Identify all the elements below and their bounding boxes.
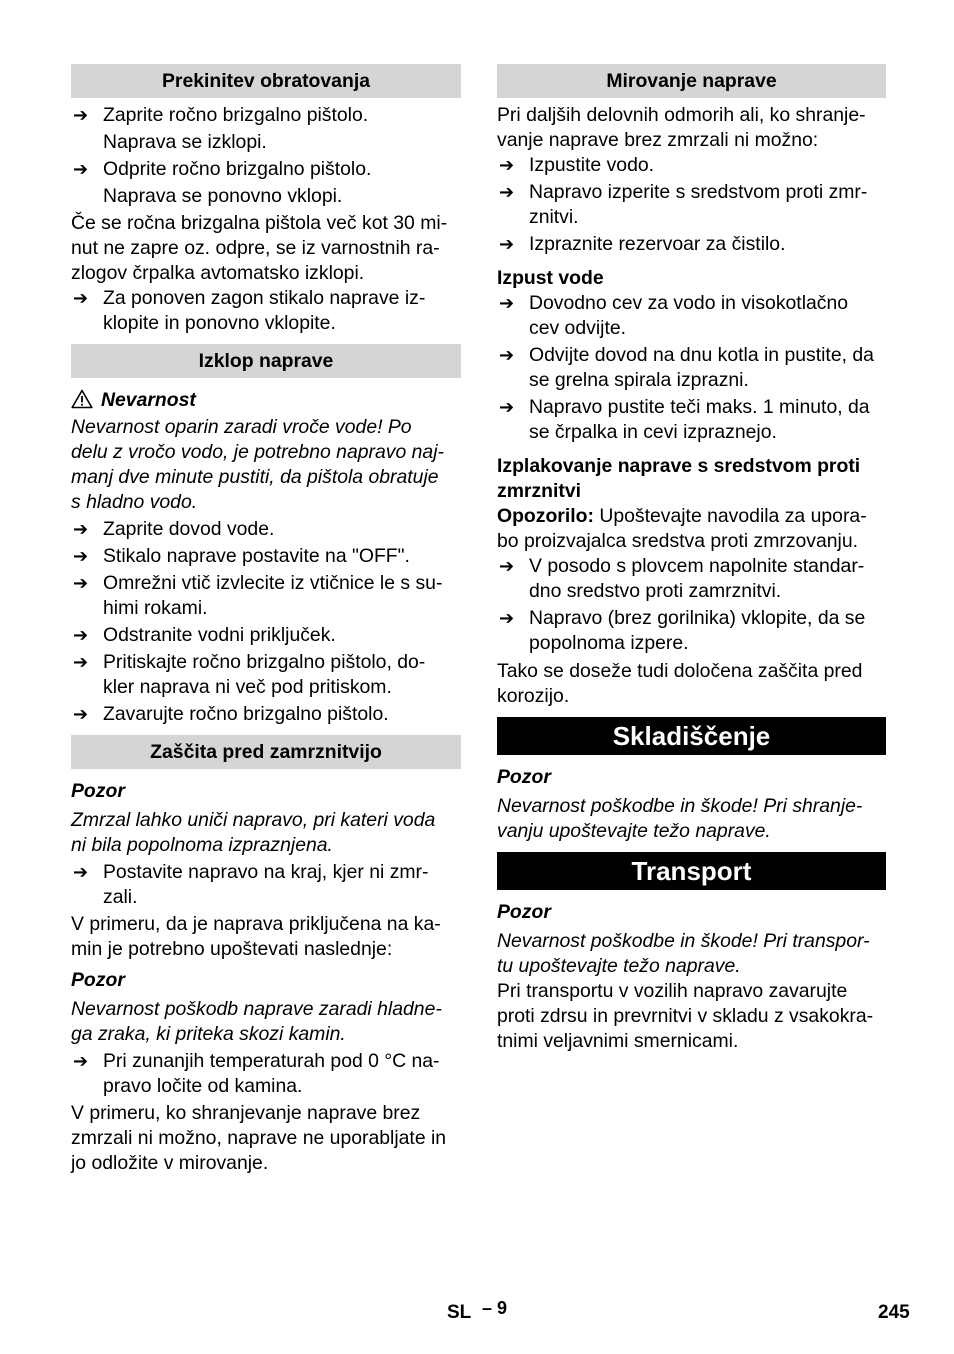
caution-text: Zmrzal lahko uniči napravo, pri kateri voda ni bila popolnoma izpraznjena.: [71, 809, 436, 856]
caution-label: Pozor: [497, 766, 551, 788]
caution-text: Nevarnost poškodbe in škode! Pri transpor- tu upoštevajte težo naprave.: [497, 930, 870, 977]
section-heading-mirovanje: Mirovanje naprave: [497, 64, 886, 98]
arrow-right-icon: ➔: [73, 573, 89, 593]
instruction-step: ➔ Za ponoven zagon stikalo naprave iz- klopite in ponovno vklopite.: [73, 287, 426, 334]
paragraph: Tako se doseže tudi določena zaščita pred korozijo.: [497, 660, 863, 707]
instruction-step: ➔ Napravo (brez gorilnika) vklopite, da se popolnoma izpere.: [499, 607, 866, 654]
paragraph: Pri transportu v vozilih napravo zavarujte proti zdrsu in prevrnitvi v skladu z vsakokra- tnimi veljavnimi smernicami.: [497, 980, 874, 1052]
subheading-izpust: Izpust vode: [497, 267, 604, 289]
section-heading-zascita: Zaščita pred zamrznitvijo: [71, 735, 461, 769]
subheading-izplakovanje: Izplakovanje naprave s sredstvom proti zmrznitvi: [497, 455, 861, 502]
instruction-step: ➔ Izpustite vodo.: [499, 154, 655, 176]
arrow-right-icon: ➔: [73, 546, 89, 566]
instruction-step: ➔ Omrežni vtič izvlecite iz vtičnice le s su- himi rokami.: [73, 572, 443, 619]
caution-text: Nevarnost poškodbe in škode! Pri shranje- vanju upoštevajte težo naprave.: [497, 795, 863, 842]
caution-label: Pozor: [497, 901, 551, 923]
note-paragraph: Opozorilo: Upoštevajte navodila za upora- bo proizvajalca sredstva proti zmrzovanju.: [497, 505, 867, 552]
arrow-right-icon: ➔: [73, 862, 89, 882]
arrow-right-icon: ➔: [73, 625, 89, 645]
language-code: SL: [447, 1302, 472, 1323]
instruction-step: ➔ Izpraznite rezervoar za čistilo.: [499, 233, 786, 255]
caution-label: Pozor: [71, 780, 125, 802]
note-label: Opozorilo:: [497, 505, 594, 527]
warning-text: Nevarnost oparin zaradi vroče vode! Po delu z vročo vodo, je potrebno napravo naj- manj dve minute pustiti, da pištola obratuje s hladno vodo.: [71, 416, 444, 513]
arrow-right-icon: ➔: [499, 608, 515, 628]
instruction-step: ➔ Zavarujte ročno brizgalno pištolo.: [73, 703, 389, 725]
arrow-right-icon: ➔: [499, 234, 515, 254]
arrow-right-icon: ➔: [73, 288, 89, 308]
chapter-heading-transport: Transport: [497, 852, 886, 890]
arrow-right-icon: ➔: [73, 652, 89, 672]
instruction-step: ➔ Pri zunanjih temperaturah pod 0 °C na- pravo ločite od kamina.: [73, 1050, 440, 1097]
result-text: Naprava se ponovno vklopi.: [103, 185, 343, 207]
arrow-right-icon: ➔: [499, 397, 515, 417]
arrow-right-icon: ➔: [499, 182, 515, 202]
instruction-step: ➔ Stikalo naprave postavite na "OFF".: [73, 545, 410, 567]
result-text: Naprava se izklopi.: [103, 131, 267, 153]
caution-label: Pozor: [71, 969, 125, 991]
page-footer: [0, 1296, 954, 1326]
paragraph: Če se ročna brizgalna pištola več kot 30 mi- nut ne zapre oz. odpre, se iz varnostnih ra- zlogov črpalka avtomatsko izklopi.: [71, 212, 448, 284]
right-column: [497, 64, 886, 1054]
arrow-right-icon: ➔: [73, 105, 89, 125]
instruction-step: ➔ Napravo pustite teči maks. 1 minuto, da se črpalka in cevi izpraznejo.: [499, 396, 870, 443]
page-number: 245: [878, 1302, 910, 1323]
arrow-right-icon: ➔: [499, 345, 515, 365]
paragraph: V primeru, da je naprava priključena na ka- min je potrebno upoštevati naslednje:: [71, 913, 441, 960]
paragraph: Pri daljših delovnih odmorih ali, ko shranje- vanje naprave brez zmrzali ni možno:: [497, 104, 866, 151]
chapter-heading-skladiscenje: Skladiščenje: [497, 717, 886, 755]
section-heading-izklop: Izklop naprave: [71, 344, 461, 378]
caution-text: Nevarnost poškodb naprave zaradi hladne- ga zraka, ki priteka skozi kamin.: [71, 998, 442, 1045]
instruction-step: ➔ Postavite napravo na kraj, kjer ni zmr- zali.: [73, 861, 429, 908]
arrow-right-icon: ➔: [499, 155, 515, 175]
instruction-step: ➔ Dovodno cev za vodo in visokotlačno cev odvijte.: [499, 292, 849, 339]
warning-triangle-icon: [71, 389, 93, 409]
paragraph: V primeru, ko shranjevanje naprave brez zmrzali ni možno, naprave ne uporabljate in jo odložite v mirovanje.: [71, 1102, 447, 1174]
instruction-step: ➔ Zaprite ročno brizgalno pištolo.: [73, 104, 369, 126]
instruction-step: ➔ Pritiskajte ročno brizgalno pištolo, do- kler naprava ni več pod pritiskom.: [73, 651, 426, 698]
section-heading-prekinitev: Prekinitev obratovanja: [71, 64, 461, 98]
instruction-step: ➔ Odstranite vodni priključek.: [73, 624, 336, 646]
instruction-step: ➔ Zaprite dovod vode.: [73, 518, 275, 540]
arrow-right-icon: ➔: [499, 293, 515, 313]
arrow-right-icon: ➔: [73, 704, 89, 724]
instruction-step: ➔ Odprite ročno brizgalno pištolo.: [73, 158, 372, 180]
section-page-number: – 9: [482, 1298, 508, 1318]
instruction-step: ➔ Napravo izperite s sredstvom proti zmr- znitvi.: [499, 181, 868, 228]
instruction-step: ➔ Odvijte dovod na dnu kotla in pustite, da se grelna spirala izprazni.: [499, 344, 874, 391]
arrow-right-icon: ➔: [73, 159, 89, 179]
instruction-step: ➔ V posodo s plovcem napolnite standar- dno sredstvo proti zamrznitvi.: [499, 555, 865, 602]
arrow-right-icon: ➔: [73, 519, 89, 539]
warning-label: Nevarnost: [71, 388, 461, 413]
arrow-right-icon: ➔: [73, 1051, 89, 1071]
arrow-right-icon: ➔: [499, 556, 515, 576]
left-column: [71, 64, 461, 1176]
